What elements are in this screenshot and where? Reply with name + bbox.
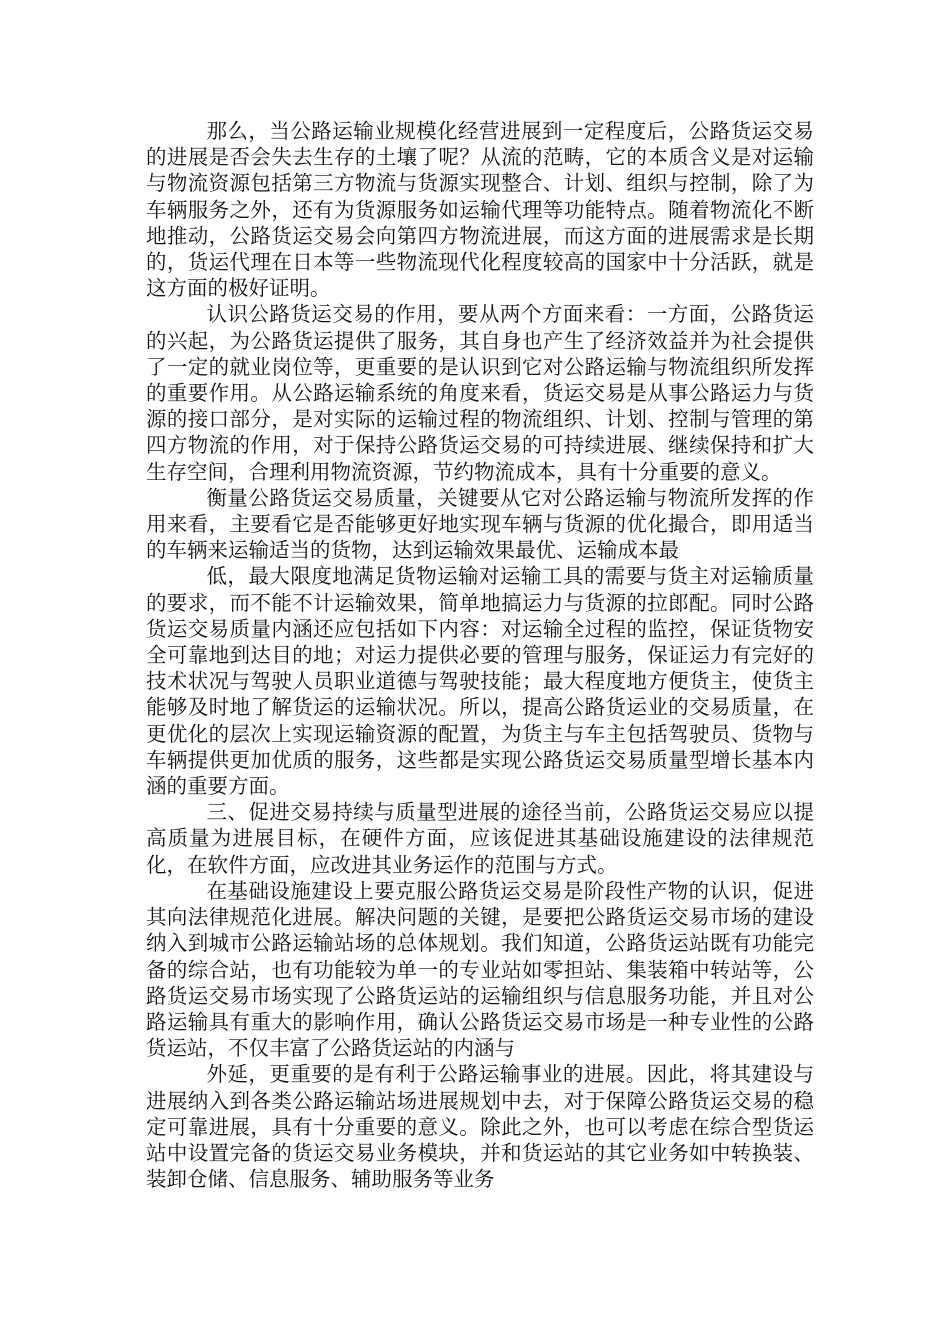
document-body <box>146 118 814 1192</box>
paragraph-3: 衡量公路货运交易质量，关键要从它对公路运输与物流所发挥的作用来看，主要看它是否能够更好地实现车辆与货源的优化撮合，即用适当的车辆来运输适当的货物，达到运输效果最优、运输成本最 <box>146 485 814 563</box>
paragraph-5: 三、促进交易持续与质量型进展的途径当前，公路货运交易应以提高质量为进展目标，在硬件方面，应该促进其基础设施建设的法律规范化，在软件方面，应改进其业务运作的范围与方式。 <box>146 800 814 877</box>
paragraph-7: 外延，更重要的是有利于公路运输事业的进展。因此，将其建设与进展纳入到各类公路运输站场进展规划中去，对于保障公路货运交易的稳定可靠进展，具有十分重要的意义。除此之外，也可以考虑在综合型货运站中设置完备的货运交易业务模块，并和货运站的其它业务如中转换装、装卸仓储、信息服务、辅助服务等业务 <box>146 1062 814 1192</box>
paragraph-2: 认识公路货运交易的作用，要从两个方面来看：一方面，公路货运的兴起，为公路货运提供了服务，其自身也产生了经济效益并为社会提供了一定的就业岗位等，更重要的是认识到它对公路运输与物流组织所发挥的重要作用。从公路运输系统的角度来看，货运交易是从事公路运力与货源的接口部分，是对实际的运输过程的物流组织、计划、控制与管理的第四方物流的作用，对于保持公路货运交易的可持续进展、继续保持和扩大生存空间，合理利用物流资源，节约物流成本，具有十分重要的意义。 <box>146 302 814 484</box>
paragraph-4: 低，最大限度地满足货物运输对运输工具的需要与货主对运输质量的要求，而不能不计运输效果，简单地搞运力与货源的拉郎配。同时公路货运交易质量内涵还应包括如下内容：对运输全过程的监控，保证货物安全可靠地到达目的地；对运力提供必要的管理与服务，保证运力有完好的技术状况与驾驶人员职业道德与驾驶技能；最大程度地方便货主，使货主能够及时地了解货运的运输状况。所以，提高公路货运业的交易质量，在更优化的层次上实现运输资源的配置，为货主与车主包括驾驶员、货物与车辆提供更加优质的服务，这些都是实现公路货运交易质量型增长基本内涵的重要方面。 <box>146 564 814 799</box>
paragraph-1: 那么，当公路运输业规模化经营进展到一定程度后，公路货运交易的进展是否会失去生存的土壤了呢？从流的范畴，它的本质含义是对运输与物流资源包括第三方物流与货源实现整合、计划、组织与控制，除了为车辆服务之外，还有为货源服务如运输代理等功能特点。随着物流化不断地推动，公路货运交易会向第四方物流进展，而这方面的进展需求是长期的，货运代理在日本等一些物流现代化程度较高的国家中十分活跃，就是这方面的极好证明。 <box>146 119 814 301</box>
paragraph-6: 在基础设施建设上要克服公路货运交易是阶段性产物的认识，促进其向法律规范化进展。解决问题的关键，是要把公路货运交易市场的建设纳入到城市公路运输站场的总体规划。我们知道，公路货运站既有功能完备的综合站，也有功能较为单一的专业站如零担站、集装箱中转站等，公路货运交易市场实现了公路货运站的运输组织与信息服务功能，并且对公路运输具有重大的影响作用，确认公路货运交易市场是一种专业性的公路货运站，不仅丰富了公路货运站的内涵与 <box>146 878 814 1061</box>
